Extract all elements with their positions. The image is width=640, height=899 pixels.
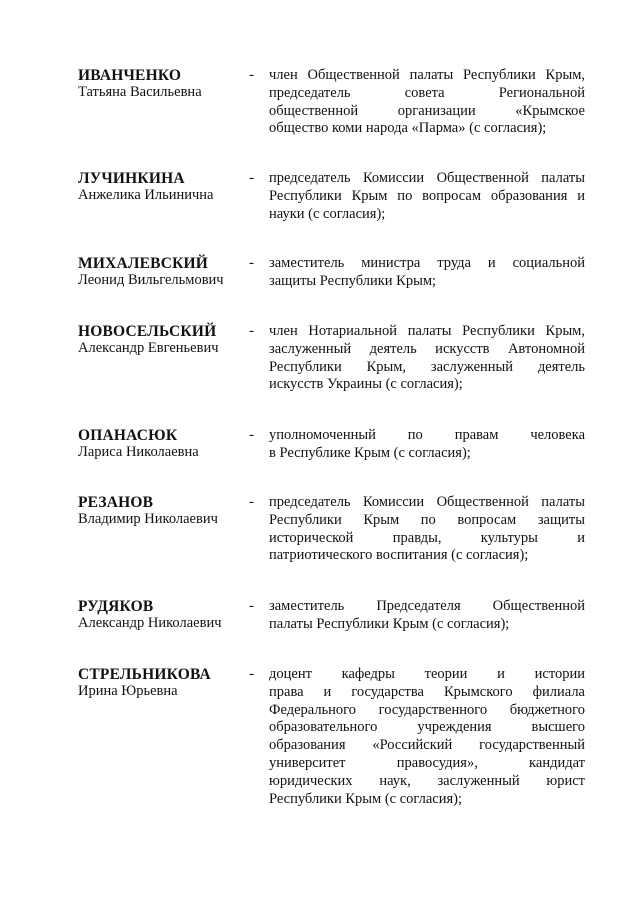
position-line: заслуженный деятель искусств Автономной (269, 340, 585, 357)
position-line: член Общественной палаты Республики Крым, (269, 67, 585, 83)
position-line: Республики Крым (с согласия); (269, 790, 463, 807)
position-line: юридических наук, заслуженный юрист (269, 772, 585, 789)
position-line: палаты Республики Крым (с согласия); (269, 615, 510, 632)
position-line: общество коми народа «Парма» (с согласия); (269, 120, 547, 137)
separator-dash: - (249, 323, 254, 339)
position-line: патриотического воспитания (с согласия); (269, 547, 529, 564)
member-surname: ЛУЧИНКИНА (78, 170, 185, 187)
position-line: исторической правды, культуры и (269, 529, 585, 546)
member-surname: СТРЕЛЬНИКОВА (78, 666, 211, 683)
member-name (78, 255, 253, 289)
position-line: заместитель министра труда и социальной (269, 255, 585, 271)
position-line: Республики Крым по вопросам образования и (269, 187, 585, 204)
member-name (78, 323, 253, 357)
position-line: искусств Украины (с согласия); (269, 376, 463, 393)
position-line: Республики Крым, заслуженный деятель (269, 358, 585, 375)
position-line: защиты Республики Крым; (269, 272, 437, 289)
separator-dash: - (249, 255, 254, 271)
separator-dash: - (249, 427, 254, 443)
separator-dash: - (249, 598, 254, 614)
member-position (269, 323, 585, 394)
position-line: председатель Комиссии Общественной палаты (269, 494, 585, 510)
member-surname: НОВОСЕЛЬСКИЙ (78, 323, 217, 340)
member-surname: МИХАЛЕВСКИЙ (78, 255, 209, 272)
member-given-names: Анжелика Ильинична (78, 187, 214, 203)
position-line: уполномоченный по правам человека (269, 427, 585, 443)
position-line: Республики Крым по вопросам защиты (269, 511, 585, 528)
member-position (269, 494, 585, 565)
separator-dash: - (249, 494, 254, 510)
member-name (78, 494, 253, 528)
member-name (78, 170, 253, 204)
position-line: общественной организации «Крымское (269, 102, 585, 119)
position-line: Федерального государственного бюджетного (269, 701, 585, 718)
member-name (78, 666, 253, 700)
member-given-names: Ирина Юрьевна (78, 683, 178, 699)
member-given-names: Александр Евгеньевич (78, 340, 219, 356)
member-position (269, 255, 585, 291)
member-position (269, 170, 585, 223)
member-given-names: Александр Николаевич (78, 615, 222, 631)
position-line: образования «Российский государственный (269, 737, 585, 754)
member-position (269, 67, 585, 138)
member-surname: РУДЯКОВ (78, 598, 154, 615)
member-given-names: Леонид Вильгельмович (78, 272, 224, 288)
member-name (78, 427, 253, 461)
separator-dash: - (249, 170, 254, 186)
member-surname: ОПАНАСЮК (78, 427, 178, 444)
separator-dash: - (249, 666, 254, 682)
member-given-names: Лариса Николаевна (78, 444, 199, 460)
position-line: права и государства Крымского филиала (269, 683, 585, 700)
member-given-names: Татьяна Васильевна (78, 84, 202, 100)
member-name (78, 598, 253, 632)
position-line: в Республике Крым (с согласия); (269, 444, 471, 461)
position-line: председатель Комиссии Общественной палаты (269, 170, 585, 186)
position-line: образовательного учреждения высшего (269, 719, 585, 736)
member-given-names: Владимир Николаевич (78, 511, 218, 527)
position-line: науки (с согласия); (269, 205, 386, 222)
member-position (269, 427, 585, 463)
position-line: председатель совета Региональной (269, 84, 585, 101)
separator-dash: - (249, 67, 254, 83)
position-line: заместитель Председателя Общественной (269, 598, 585, 614)
member-position (269, 598, 585, 634)
member-position (269, 666, 585, 808)
position-line: доцент кафедры теории и истории (269, 666, 585, 682)
position-line: член Нотариальной палаты Республики Крым, (269, 323, 585, 339)
position-line: университет правосудия», кандидат (269, 754, 585, 771)
member-surname: ИВАНЧЕНКО (78, 67, 182, 84)
member-surname: РЕЗАНОВ (78, 494, 154, 511)
member-name (78, 67, 253, 101)
